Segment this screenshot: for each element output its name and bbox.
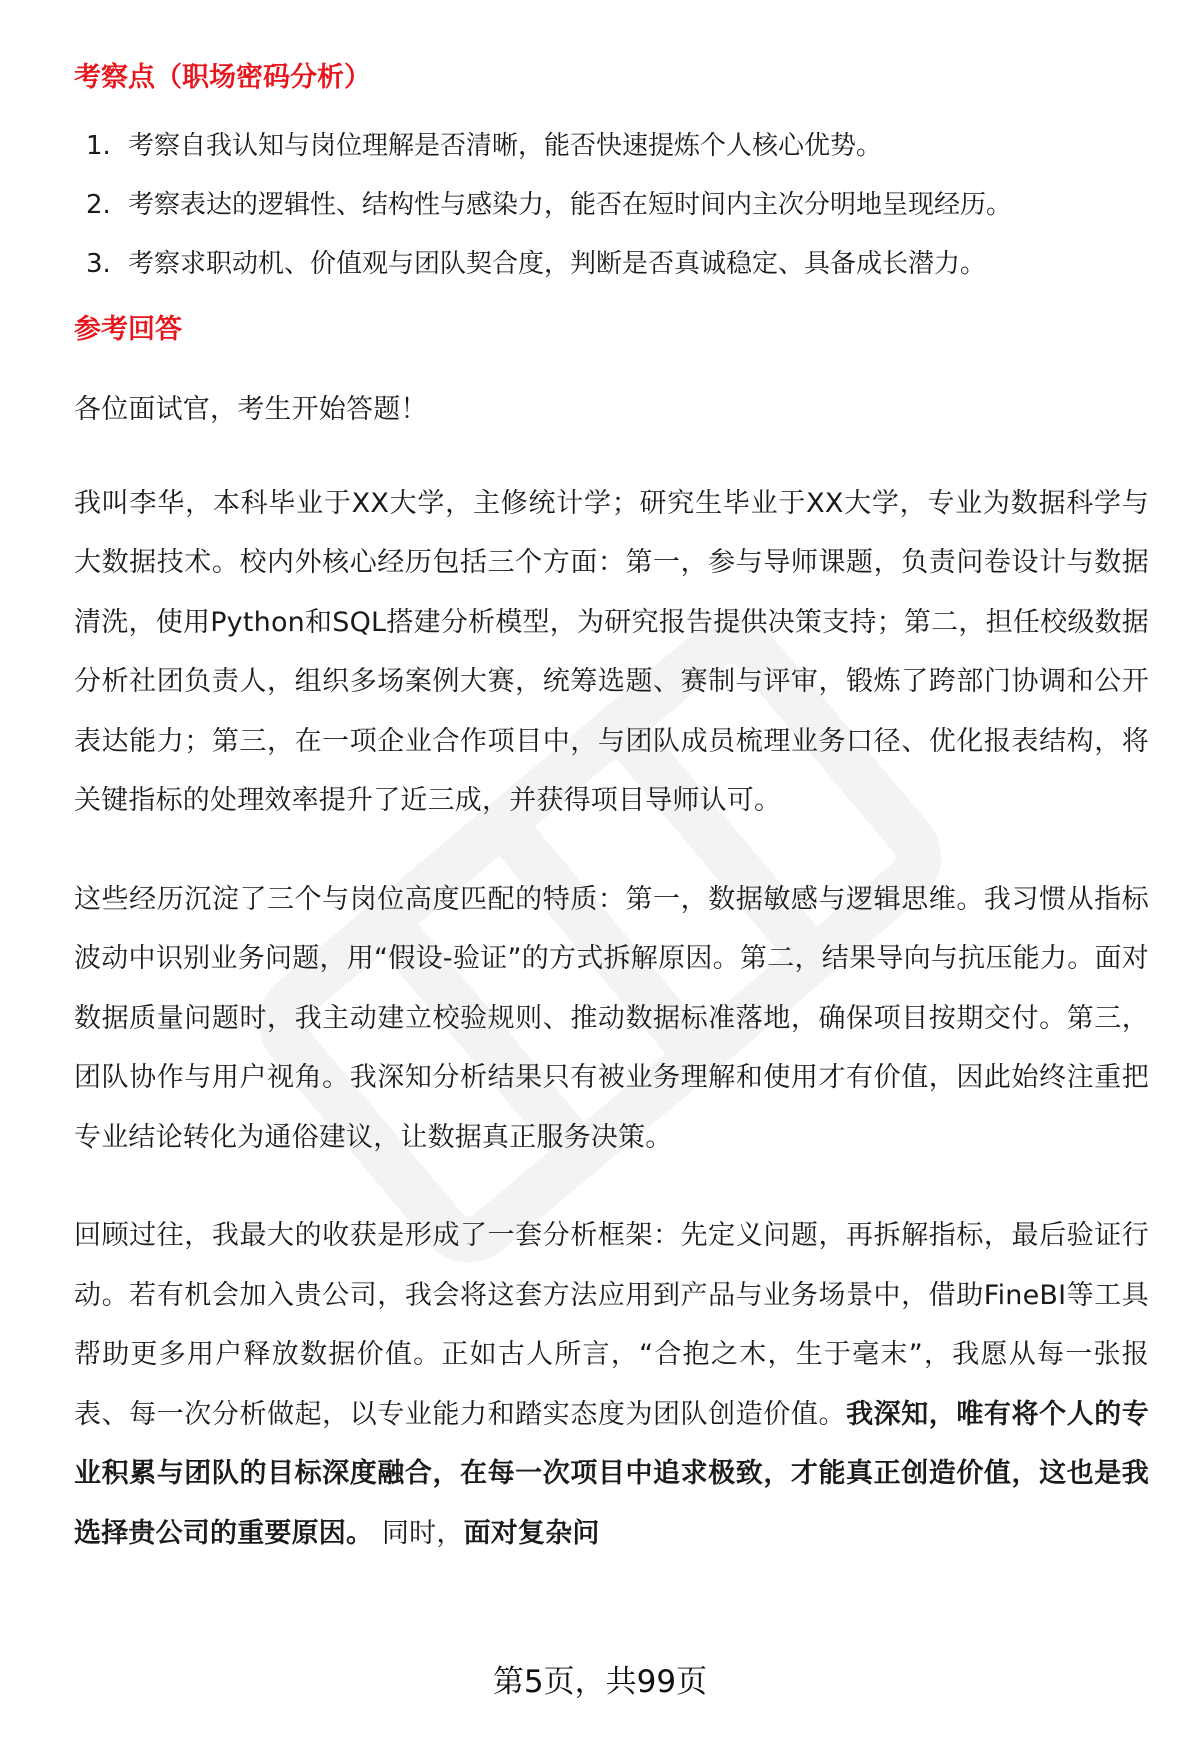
reference-answer-heading: 参考回答 [74,314,182,345]
list-item-text: 考察自我认知与岗位理解是否清晰，能否快速提炼个人核心优势。 [128,131,883,161]
exam-points-list [74,128,1149,282]
list-item [74,128,1149,164]
answer-paragraph-2: 这些经历沉淀了三个与岗位高度匹配的特质：第一，数据敏感与逻辑思维。我习惯从指标波动中识别业务问题，用“假设-验证”的方式拆解原因。第二，结果导向与抗压能力。面对数据质量问题时，我主动建立校验规则、推动数据标准落地，确保项目按期交付。第三，团队协作与用户视角。我深知分析结果只有被业务理解和使用才有价值，因此始终注重把专业结论转化为通俗建议，让数据真正服务决策。 [74,883,1149,1153]
list-item [74,246,1149,282]
bold-text: 面对复杂问 [463,1517,600,1549]
paragraph-text: 回顾过往，我最大的收获是形成了一套分析框架：先定义问题，再拆解指标，最后验证行动。若有机会加入贵公司，我会将这套方法应用到产品与业务场景中，借助FineBI等工具帮助更多用户释放数据价值。正如古人所言，“合抱之木，生于毫末”，我愿从每一张报表、每一次分析做起，以专业能力和踏实态度为团队创造价值。 [74,1220,1149,1430]
list-item [74,187,1149,223]
greeting-paragraph: 各位面试官，考生开始答题！ [74,394,428,425]
answer-paragraph-3 [74,1206,1149,1563]
answer-paragraph-1: 我叫李华，本科毕业于XX大学，主修统计学；研究生毕业于XX大学，专业为数据科学与大数据技术。校内外核心经历包括三个方面：第一，参与导师课题，负责问卷设计与数据清洗，使用Python和SQL搭建分析模型，为研究报告提供决策支持；第二，担任校级数据分析社团负责人，组织多场案例大赛，统筹选题、赛制与评审，锻炼了跨部门协调和公开表达能力；第三，在一项企业合作项目中，与团队成员梳理业务口径、优化报表结构，将关键指标的处理效率提升了近三成，并获得项目导师认可。 [74,487,1149,816]
list-number: 1. [86,131,111,161]
exam-points-heading: 考察点（职场密码分析） [74,62,371,93]
page-number: 第5页，共99页 [492,1664,708,1700]
list-item-text: 考察求职动机、价值观与团队契合度，判断是否真诚稳定、具备成长潜力。 [128,249,987,279]
list-number: 2. [86,190,111,220]
list-item-text: 考察表达的逻辑性、结构性与感染力，能否在短时间内主次分明地呈现经历。 [128,190,1013,220]
list-number: 3. [86,249,111,279]
content-area [74,58,1149,1563]
paragraph-text: 同时， [373,1517,464,1549]
bold-text: 我深知，唯有将个人的专业积累与团队的目标深度融合，在每一次项目中追求极致，才能真正创造价值，这也是我选择贵公司的重要原因。 [74,1398,1149,1549]
